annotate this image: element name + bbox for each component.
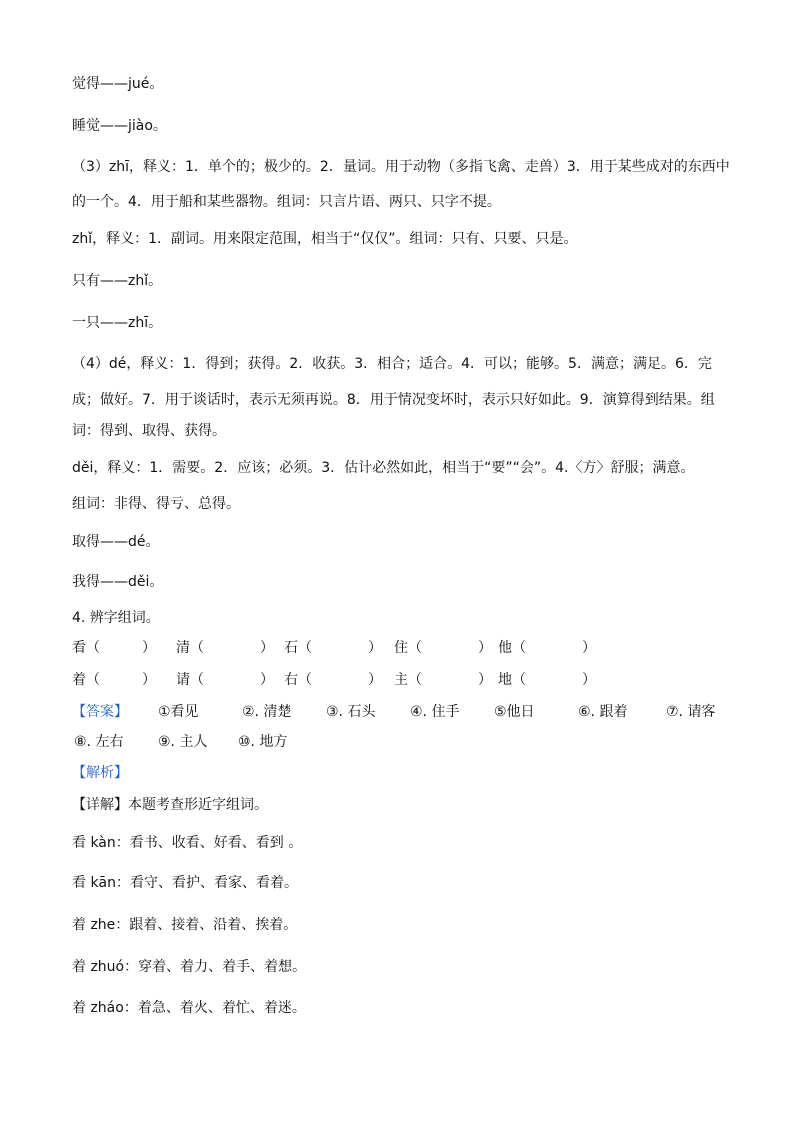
fill-item: 住（ ） — [394, 640, 492, 656]
answer-item: ③. 石头 — [326, 704, 376, 720]
answer-item: ⑧. 左右 — [74, 734, 124, 750]
text-line: děi，释义：1．需要。2．应该；必须。3．估计必然如此，相当于“要”“会”。4.〈方〉舒服；满意。 — [72, 460, 695, 476]
text-line: 取得——dé。 — [72, 534, 160, 550]
fill-item: 右（ ） — [284, 672, 382, 688]
detail-line: 着 zhuó：穿着、着力、着手、着想。 — [72, 959, 307, 975]
text-line: 我得——děi。 — [72, 574, 164, 590]
answer-row-2 — [72, 732, 732, 752]
answer-item: ④. 住手 — [410, 704, 460, 720]
text-line: （4）dé，释义：1．得到；获得。2．收获。3．相合；适合。4．可以；能够。5．满意；满足。6．完 — [72, 356, 712, 372]
fill-item: 着（ ） — [72, 672, 156, 688]
text-line: 词：得到、取得、获得。 — [72, 423, 226, 439]
answer-item: ②. 清楚 — [242, 704, 292, 720]
text-line: 只有——zhǐ。 — [72, 273, 163, 289]
text-line: （3）zhī，释义：1．单个的；极少的。2．量词。用于动物（多指飞禽、走兽）3．用于某些成对的东西中 — [72, 159, 730, 175]
text-line: 成；做好。7．用于谈话时，表示无须再说。8．用于情况变坏时，表示只好如此。9．演算得到结果。组 — [72, 392, 715, 408]
detail-line: 着 zháo：着急、着火、着忙、着迷。 — [72, 1000, 306, 1016]
answer-item: ⑩. 地方 — [238, 734, 288, 750]
fill-item: 请（ ） — [176, 672, 274, 688]
question-title: 4. 辨字组词。 — [72, 610, 160, 626]
fill-item: 地（ ） — [498, 672, 596, 688]
detail-line: 看 kàn：看书、收看、好看、看到 。 — [72, 835, 303, 851]
answer-item: ⑤他日 — [494, 704, 535, 720]
fill-item: 清（ ） — [176, 640, 274, 656]
answer-item: ⑦. 请客 — [666, 704, 716, 720]
text-line: zhǐ，释义：1．副词。用来限定范围，相当于“仅仅”。组词：只有、只要、只是。 — [72, 231, 578, 247]
answer-item: ①看见 — [158, 704, 199, 720]
answer-item: ⑨. 主人 — [158, 734, 208, 750]
fill-item: 他（ ） — [498, 640, 596, 656]
answer-label: 【答案】 — [72, 704, 128, 720]
text-line: 睡觉——jiào。 — [72, 118, 167, 134]
fill-item: 主（ ） — [394, 672, 492, 688]
answer-item: ⑥. 跟着 — [578, 704, 628, 720]
detail-line: 着 zhe：跟着、接着、沿着、挨着。 — [72, 917, 298, 933]
detail-line: 看 kān：看守、看护、看家、看着。 — [72, 875, 299, 891]
text-line: 一只——zhī。 — [72, 315, 163, 331]
answer-row-1 — [72, 702, 732, 722]
text-line: 组词：非得、得亏、总得。 — [72, 496, 240, 512]
fill-row-1 — [72, 638, 692, 658]
analysis-label: 【解析】 — [72, 765, 128, 781]
text-line: 的一个。4．用于船和某些器物。组词：只言片语、两只、只字不提。 — [72, 194, 501, 210]
text-line: 觉得——jué。 — [72, 76, 164, 92]
fill-item: 石（ ） — [284, 640, 382, 656]
detail-line: 【详解】本题考查形近字组词。 — [72, 797, 268, 813]
fill-item: 看（ ） — [72, 640, 156, 656]
fill-row-2 — [72, 670, 692, 690]
